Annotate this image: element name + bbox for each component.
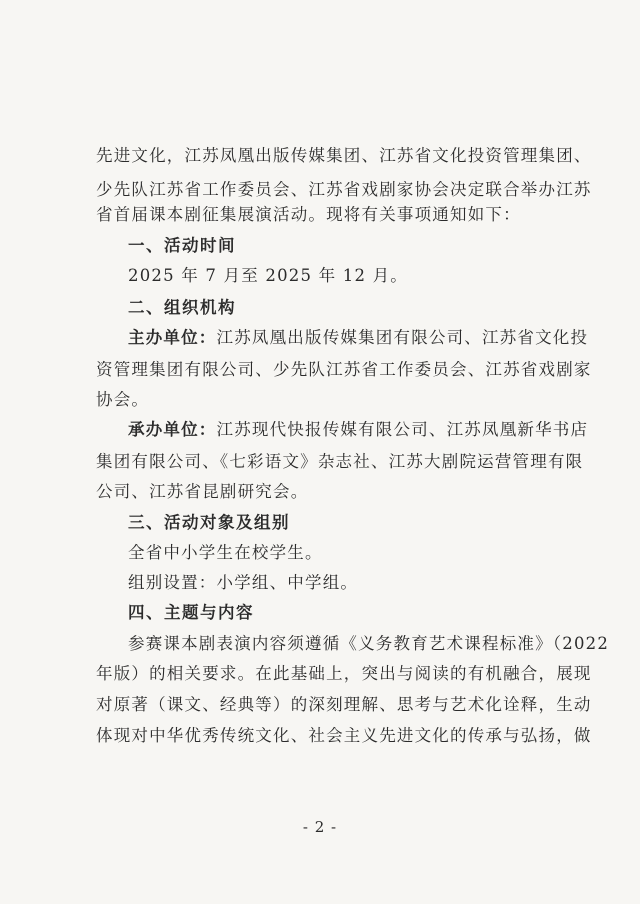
page-number: - 2 -: [302, 818, 338, 836]
paragraph-line: 参赛课本剧表演内容须遵循《义务教育艺术课程标准》（2022: [128, 634, 610, 653]
paragraph-line: 先进文化，江苏凤凰出版传媒集团、江苏省文化投资管理集团、: [96, 146, 592, 165]
paragraph-line: 年版）的相关要求。在此基础上，突出与阅读的有机融合，展现: [96, 664, 592, 683]
host-unit-text: 江苏凤凰出版传媒集团有限公司、江苏省文化投: [216, 328, 589, 347]
organizer-unit-line: [128, 420, 589, 440]
paragraph-line: 对原著（课文、经典等）的深刻理解、思考与艺术化诠释，生动: [96, 695, 592, 714]
paragraph-line: 省首届课本剧征集展演活动。现将有关事项通知如下：: [96, 205, 521, 224]
paragraph-line: 协会。: [96, 390, 150, 409]
group-setting-text: 组别设置：小学组、中学组。: [128, 573, 359, 592]
paragraph-line: 体现对中华优秀传统文化、社会主义先进文化的传承与弘扬，做: [96, 726, 592, 745]
organizer-unit-label: 承办单位：: [128, 420, 217, 439]
section-heading-participants: 三、活动对象及组别: [128, 513, 290, 532]
section-heading-organization: 二、组织机构: [128, 298, 236, 317]
host-unit-label: 主办单位：: [128, 328, 217, 347]
activity-time-text: 2025 年 7 月至 2025 年 12 月。: [128, 266, 408, 285]
host-unit-line: [128, 328, 589, 348]
paragraph-line: 资管理集团有限公司、少先队江苏省工作委员会、江苏省戏剧家: [96, 360, 592, 379]
participants-text: 全省中小学生在校学生。: [128, 543, 323, 562]
section-heading-theme: 四、主题与内容: [128, 603, 254, 622]
organizer-unit-text: 江苏现代快报传媒有限公司、江苏凤凰新华书店: [216, 420, 589, 439]
paragraph-line: 集团有限公司、《七彩语文》杂志社、江苏大剧院运营管理有限: [96, 452, 584, 471]
paragraph-line: 少先队江苏省工作委员会、江苏省戏剧家协会决定联合举办江苏: [96, 180, 592, 199]
section-heading-activity-time: 一、活动时间: [128, 236, 236, 255]
paragraph-line: 公司、江苏省昆剧研究会。: [96, 482, 309, 501]
